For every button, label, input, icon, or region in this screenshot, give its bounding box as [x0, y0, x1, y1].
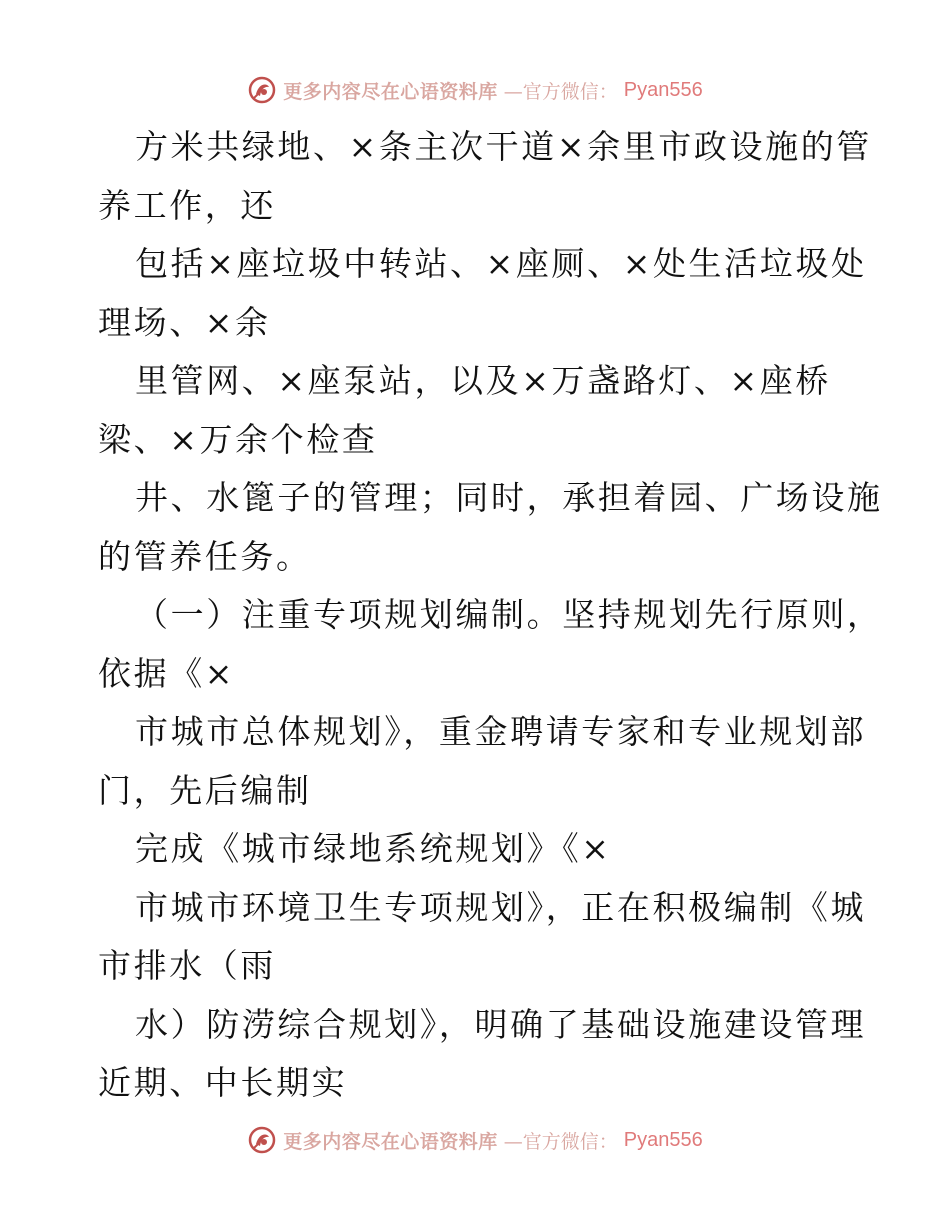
- text-line: 梁、×万余个检查: [98, 419, 378, 459]
- watermark-brand: 更多内容尽在心语资料库: [283, 80, 498, 103]
- text-line: 近期、中长期实: [98, 1063, 348, 1102]
- header-watermark: [0, 70, 950, 110]
- document-body: [98, 118, 883, 1113]
- text-line: 市城市总体规划》，重金聘请专家和专业规划部: [135, 712, 867, 751]
- watermark-separator: —官方微信：: [503, 80, 618, 103]
- text-line: 完成《城市绿地系统规划》《×: [135, 829, 612, 868]
- watermark-separator: —官方微信：: [503, 1130, 618, 1153]
- text-line: 包括×座垃圾中转站、×座厕、×处生活垃圾处: [135, 244, 867, 283]
- text-line: 里管网、×座泵站，以及×万盏路灯、×座桥: [135, 361, 831, 400]
- text-line: 井、水篦子的管理；同时，承担着园、广场设施: [135, 478, 883, 517]
- text-line: 门，先后编制: [98, 770, 312, 810]
- text-line: 的管养任务。: [98, 536, 312, 576]
- text-line: 理场、×余: [98, 302, 271, 342]
- text-line: 方米共绿地、×条主次干道×余里市政设施的管: [135, 127, 872, 166]
- text-line: 依据《×: [98, 653, 236, 693]
- text-line: 水）防涝综合规划》，明确了基础设施建设管理: [135, 1004, 867, 1044]
- text-line: 市城市环境卫生专项规划》，正在积极编制《城: [135, 887, 867, 927]
- text-line: 养工作，还: [98, 185, 276, 225]
- flower-seal-icon: [247, 1125, 277, 1155]
- flower-seal-icon: [247, 75, 277, 105]
- footer-watermark: [0, 1120, 950, 1160]
- watermark-wechat-id: Pyan556: [623, 1128, 703, 1151]
- text-line: 市排水（雨: [98, 946, 276, 985]
- watermark-brand: 更多内容尽在心语资料库: [283, 1130, 498, 1153]
- section-heading-line: （一）注重专项规划编制。坚持规划先行原则，: [135, 595, 883, 634]
- watermark-wechat-id: Pyan556: [623, 78, 703, 101]
